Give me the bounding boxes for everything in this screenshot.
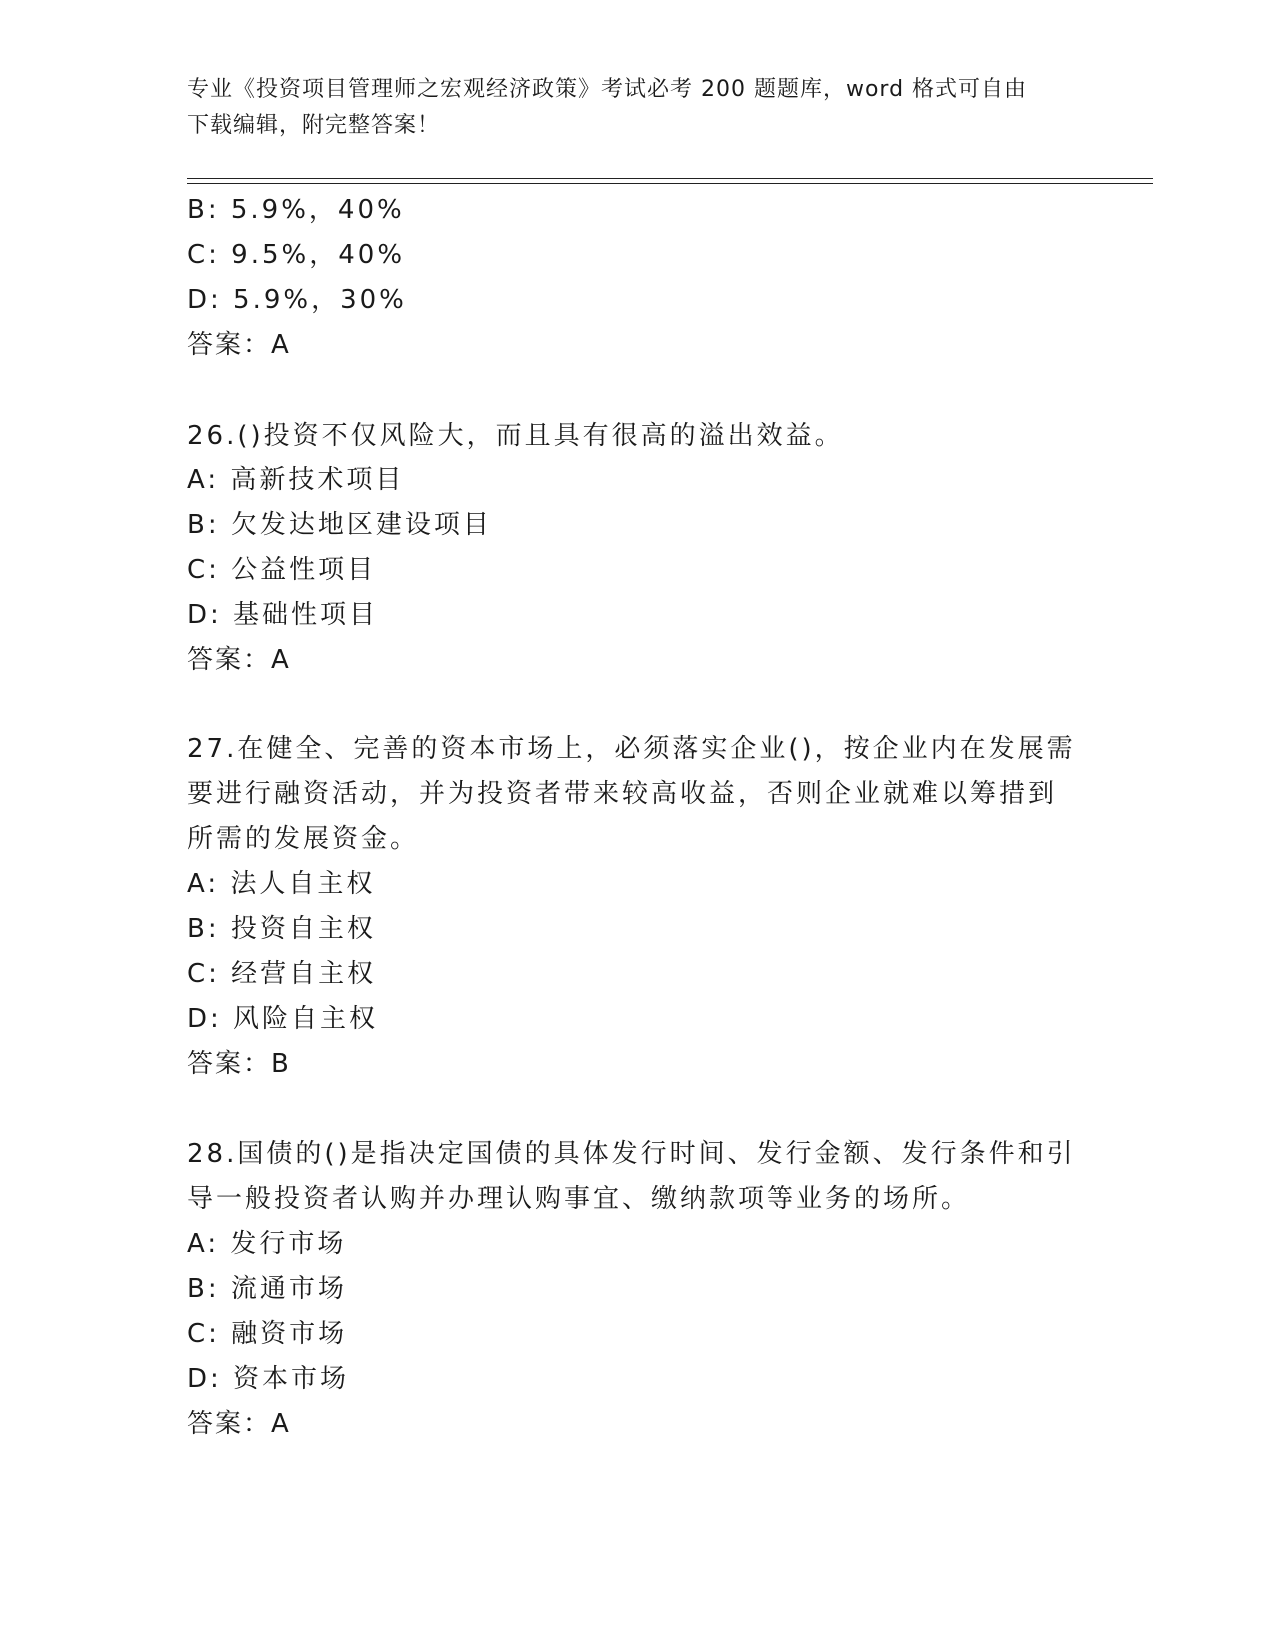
option-c: C: 经营自主权 — [187, 959, 377, 989]
question-26-stem: 26.()投资不仅风险大，而且具有很高的溢出效益。 — [187, 421, 844, 451]
option-d: D: 5.9%，30% — [187, 285, 407, 315]
answer-line: 答案：A — [187, 330, 291, 360]
option-a: A: 发行市场 — [187, 1229, 347, 1259]
option-b: B: 流通市场 — [187, 1274, 347, 1304]
option-a: A: 高新技术项目 — [187, 465, 405, 495]
option-b: B: 投资自主权 — [187, 914, 376, 944]
question-28-stem-line-1: 28.国债的()是指决定国债的具体发行时间、发行金额、发行条件和引 — [187, 1139, 1076, 1169]
header-line-2: 下载编辑，附完整答案！ — [187, 113, 441, 138]
question-28-stem-line-2: 导一般投资者认购并办理认购事宜、缴纳款项等业务的场所。 — [187, 1184, 971, 1214]
option-d: D: 风险自主权 — [187, 1004, 379, 1034]
option-d: D: 基础性项目 — [187, 600, 379, 630]
option-a: A: 法人自主权 — [187, 869, 376, 899]
option-b: B: 欠发达地区建设项目 — [187, 510, 492, 540]
option-c: C: 公益性项目 — [187, 555, 377, 585]
option-c: C: 9.5%，40% — [187, 240, 406, 270]
question-27-stem-line-2: 要进行融资活动，并为投资者带来较高收益，否则企业就难以筹措到 — [187, 779, 1058, 809]
answer-line: 答案：A — [187, 645, 291, 675]
question-27-stem-line-3: 所需的发展资金。 — [187, 824, 420, 854]
option-c: C: 融资市场 — [187, 1319, 348, 1349]
header-line-1: 专业《投资项目管理师之宏观经济政策》考试必考 200 题题库，word 格式可自由 — [187, 77, 1028, 102]
header-divider-top — [187, 178, 1153, 179]
answer-line: 答案：A — [187, 1409, 291, 1439]
option-b: B: 5.9%，40% — [187, 195, 405, 225]
header-divider-bottom — [187, 183, 1153, 184]
document-header — [187, 72, 1077, 144]
answer-line: 答案：B — [187, 1049, 291, 1079]
option-d: D: 资本市场 — [187, 1364, 350, 1394]
question-27-stem-line-1: 27.在健全、完善的资本市场上，必须落实企业()，按企业内在发展需 — [187, 734, 1076, 764]
